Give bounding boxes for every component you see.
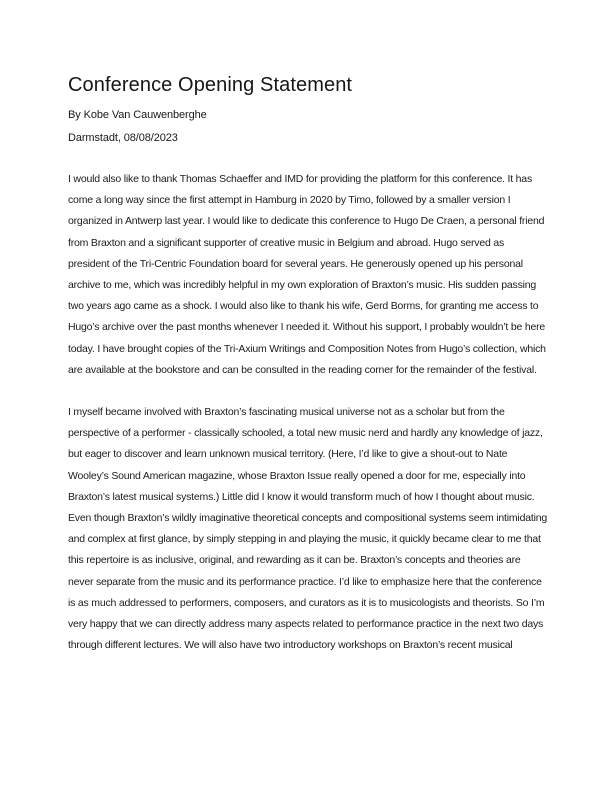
- dateline: Darmstadt, 08/08/2023: [68, 132, 178, 144]
- byline: By Kobe Van Cauwenberghe: [68, 109, 207, 121]
- paragraph-1: I would also like to thank Thomas Schaeffer and IMD for providing the platform for this conference. It has come a long way since the first attempt in Hamburg in 2020 by Timo, followed by a smaller version I organized in Antwerp last year. I would like to dedicate this conference to Hugo De Craen, a personal friend from Braxton and a significant supporter of creative music in Belgium and abroad. Hugo served as president of the Tri-Centric Foundation board for several years. He generously opened up his personal archive to me, which was incredibly helpful in my own exploration of Braxton’s music. His sudden passing two years ago came as a shock. I would also like to thank his wife, Gerd Borms, for granting me access to Hugo’s archive over the past months whenever I needed it. Without his support, I probably wouldn’t be here today. I have brought copies of the Tri-Axium Writings and Composition Notes from Hugo’s collection, which are available at the bookstore and can be consulted in the reading corner for the remainder of the festival.: [68, 173, 546, 376]
- page-title: Conference Opening Statement: [68, 74, 353, 96]
- document-body: [68, 169, 548, 656]
- paragraph-2: I myself became involved with Braxton’s fascinating musical universe not as a scholar but from the perspective of a performer - classically schooled, a total new music nerd and hardly any knowledge of jazz, but eager to discover and learn unknown musical territory. (Here, I’d like to give a shout-out to Nate Wooley’s Sound American magazine, whose Braxton Issue really opened a door for me, especially into Braxton’s latest musical systems.) Little did I know it would transform much of how I thought about music. Even though Braxton’s wildly imaginative theoretical concepts and compositional systems seem intimidating and complex at first glance, by simply stepping in and playing the music, it quickly became clear to me that this repertoire is as inclusive, original, and rewarding as it can be. Braxton’s concepts and theories are never separate from the music and its performance practice. I’d like to emphasize here that the conference is as much addressed to performers, composers, and curators as it is to musicologists and theorists. So I’m very happy that we can directly address many aspects related to performance practice in the next two days through different lectures. We will also have two introductory workshops on Braxton’s recent musical: [68, 406, 547, 652]
